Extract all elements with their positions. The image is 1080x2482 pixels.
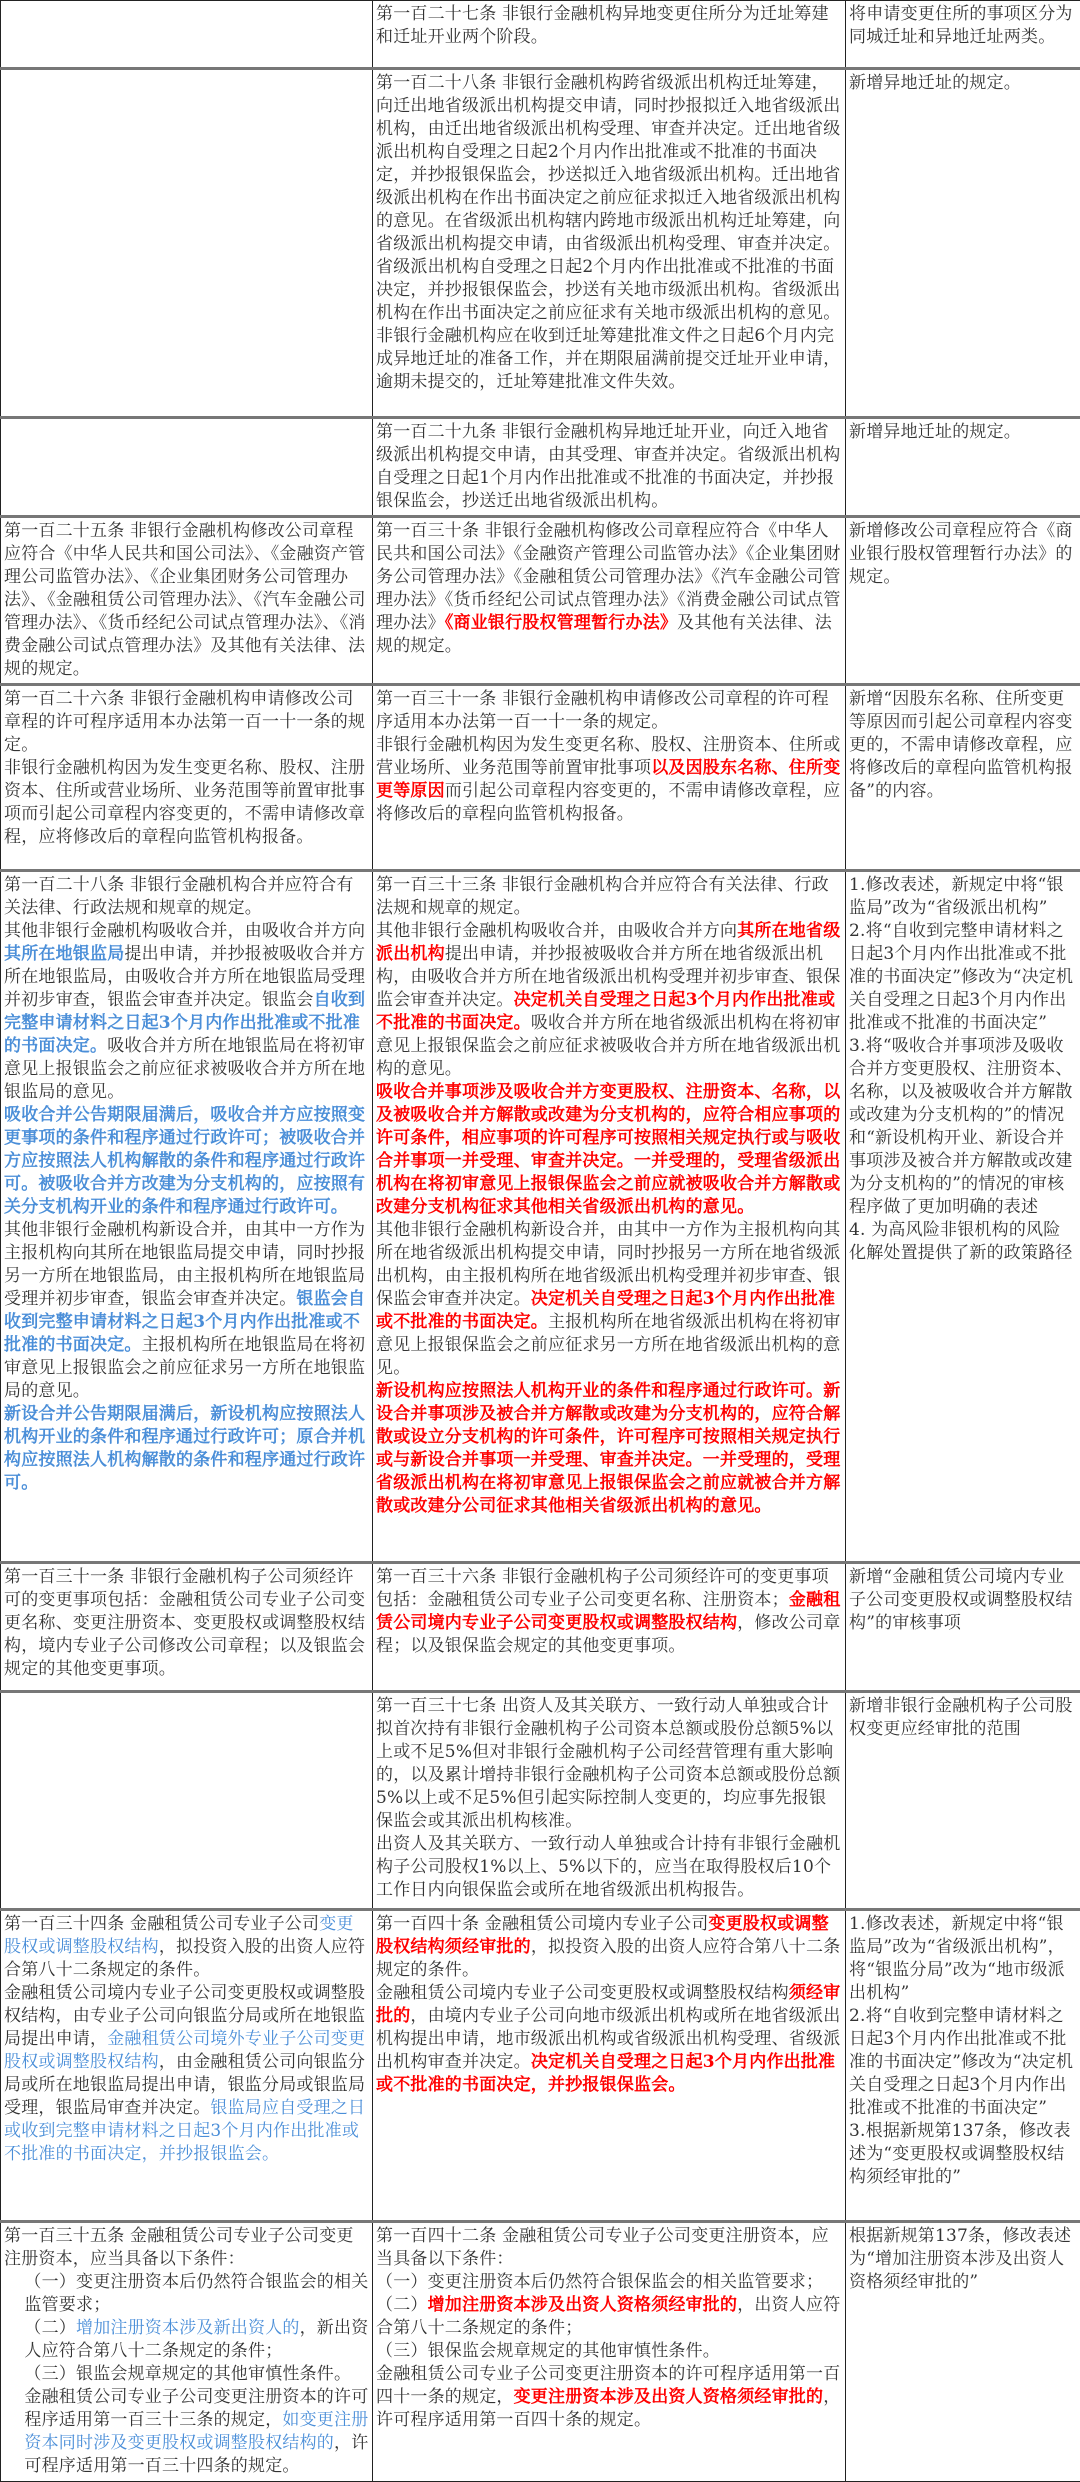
text: 主报机构所在地银监局在将初审意见上报银监会之前应征求另一方所在地银监局的意见。 — [4, 1335, 365, 1401]
paragraph — [4, 2271, 369, 2317]
paragraph — [4, 757, 369, 849]
paragraph — [376, 1833, 842, 1902]
old-provision-cell — [1, 2222, 373, 2482]
text: 将申请变更住所的事项区分为同城迁址和异地迁址两类。 — [849, 4, 1073, 47]
paragraph — [376, 3, 842, 49]
highlight-old-text: 增加注册资本涉及新出资人的 — [76, 2318, 300, 2338]
text: 根据新规第137条，修改表述为“增加注册资本涉及出资人资格须经审批的” — [849, 2226, 1071, 2292]
change-note-cell — [846, 517, 1080, 685]
text: 金融租赁公司境内专业子公司变更股权或调整股权结构 — [376, 1983, 789, 2003]
old-provision-cell — [1, 517, 373, 685]
table-row — [1, 1910, 1080, 2222]
paragraph — [849, 1035, 1077, 1219]
paragraph — [4, 2363, 369, 2386]
text: ，许可程序适用第一百四十条的规定。 — [376, 2387, 840, 2430]
text: 第一百二十五条 非银行金融机构修改公司章程应符合《中华人民共和国公司法》、《金融资产管理公司监管办法》、《企业集团财务公司管理办法》、《金融租赁公司管理办法》、《汽车金融公司管理办法》、《货币经纪公司试点管理办法》、《消费金融公司试点管理办法》及其他有关法律、法规的规定。 — [4, 521, 366, 679]
text: 而引起公司章程内容变更的，不需申请修改章程，应将修改后的章程向监管机构报备。 — [376, 781, 840, 824]
text: 新增异地迁址的规定。 — [849, 73, 1021, 93]
text: ，新出资人应符合第八十二条规定的条件； — [24, 2318, 368, 2361]
new-provision-cell — [373, 685, 846, 871]
table-row — [1, 418, 1080, 517]
table-row — [1, 2222, 1080, 2482]
text: 非银行金融机构因为发生变更名称、股权、注册资本、住所或营业场所、业务范围等前置审批事项 — [376, 735, 840, 778]
old-provision-cell — [1, 1692, 373, 1910]
paragraph — [376, 2294, 842, 2340]
text: 其他非银行金融机构新设合并，由其中一方作为主报机构向其所在地省级派出机构提交申请，同时抄报另一方所在地省级派出机构，由主报机构所在地省级派出机构受理并初步审查、银保监会审查并决定。 — [376, 1220, 840, 1309]
highlight-old-text: 银监会自收到完整申请材料之日起3个月内作出批准或不批准的书面决定。 — [4, 1289, 365, 1355]
text: 及其他有关法律、法规的规定。 — [376, 613, 832, 656]
text: ，出资人应符合第八十二条规定的条件； — [376, 2295, 840, 2338]
text: 吸收合并方所在地银监局在将初审意见上报银监会之前应征求被吸收合并方所在地银监局的意见。 — [4, 1036, 365, 1102]
text: 提出申请，并抄报被吸收合并方所在地省级派出机构，由吸收合并方所在地省级派出机构受理并初步审查、银保监会审查并决定。 — [376, 944, 840, 1010]
paragraph — [4, 688, 369, 757]
highlight-new-text: 变更股权或调整股权结构须经审批的 — [376, 1914, 829, 1957]
paragraph — [376, 1566, 842, 1658]
text: 新增非银行金融机构子公司股权变更应经审批的范围 — [849, 1696, 1073, 1739]
paragraph — [376, 2271, 842, 2294]
new-provision-cell — [373, 1563, 846, 1692]
new-provision-cell — [373, 871, 846, 1563]
paragraph — [376, 920, 842, 1081]
table-row — [1, 1563, 1080, 1692]
old-provision-cell — [1, 1563, 373, 1692]
paragraph — [376, 72, 842, 325]
text: 提出申请，并抄报被吸收合并方所在地银监局，由吸收合并方所在地银监局受理并初步审查，银监会审查并决定。银监会 — [4, 944, 365, 1010]
text: ，修改公司章程；以及银保监会规定的其他变更事项。 — [376, 1613, 840, 1656]
paragraph — [4, 2317, 369, 2363]
paragraph — [849, 2005, 1077, 2120]
paragraph — [849, 72, 1077, 95]
text: 第一百三十五条 金融租赁公司专业子公司变更注册资本，应当具备以下条件： — [4, 2226, 354, 2269]
change-note-cell — [846, 685, 1080, 871]
paragraph — [376, 520, 842, 658]
highlight-new-text: 变更注册资本涉及出资人资格须经审批的 — [514, 2387, 824, 2407]
paragraph — [376, 421, 842, 513]
paragraph — [4, 2386, 369, 2478]
paragraph — [4, 1403, 369, 1495]
old-provision-cell — [1, 1, 373, 69]
paragraph — [849, 520, 1077, 589]
change-note-cell — [846, 1563, 1080, 1692]
table-row — [1, 685, 1080, 871]
paragraph — [849, 920, 1077, 1035]
text: 吸收合并方所在地省级派出机构在将初审意见上报银保监会之前应征求被吸收合并方所在地省级派出机构的意见。 — [376, 1013, 840, 1079]
highlight-old-text: 变更股权或调整股权结构 — [4, 1914, 354, 1957]
paragraph — [376, 325, 842, 394]
highlight-new-text: 金融租赁公司境内专业子公司变更股权或调整股权结构 — [376, 1590, 840, 1633]
change-note-cell — [846, 2222, 1080, 2482]
text: 3.将“吸收合并事项涉及吸收合并方变更股权、注册资本、名称，以及被吸收合并方解散或改建为分支机构的”的情况和“新设机构开业、新设合并事项涉及被合并方解散或改建为分支机构的”的情况的审核程序做了更加明确的表述 — [849, 1036, 1073, 1217]
text: 金融租赁公司专业子公司变更注册资本的许可程序适用第一百三十三条的规定， — [24, 2387, 368, 2430]
text: 第一百三十一条 非银行金融机构子公司须经许可的变更事项包括：金融租赁公司专业子公司变更名称、变更注册资本、变更股权或调整股权结构，境内专业子公司修改公司章程；以及银监会规定的其他变更事项。 — [4, 1567, 365, 1679]
text: ，拟投资入股的出资人应符合第八十二条规定的条件。 — [376, 1937, 840, 1980]
paragraph — [4, 1913, 369, 1982]
highlight-old-text: 吸收合并公告期限届满后，吸收合并方应按照变更事项的条件和程序通过行政许可；被吸收合并方应按照法人机构解散的条件和程序通过行政许可。被吸收合并方改建为分支机构的，应按照有关分支机构开业的条件和程序通过行政许可。 — [4, 1105, 365, 1217]
paragraph — [849, 874, 1077, 920]
highlight-new-text: 决定机关自受理之日起3个月内作出批准或不批准的书面决定。 — [376, 1289, 835, 1332]
text: 其他非银行金融机构新设合并，由其中一方作为主报机构向其所在地银监局提交申请，同时抄报另一方所在地银监局，由主报机构所在地银监局受理并初步审查，银监会审查并决定。 — [4, 1220, 365, 1309]
highlight-new-text: 以及因股东名称、住所变更等原因 — [376, 758, 840, 801]
text: 第一百二十八条 非银行金融机构跨省级派出机构迁址筹建，向迁出地省级派出机构提交申请，同时抄报拟迁入地省级派出机构，由迁出地省级派出机构受理、审查并决定。迁出地省级派出机构自受理之日起2个月内作出批准或不批准的书面决定，并抄报银保监会，抄送拟迁入地省级派出机构。迁出地省级派出机构在作出书面决定之前应征求拟迁入地省级派出机构的意见。在省级派出机构辖内跨地市级派出机构迁址筹建，向省级派出机构提交申请，由省级派出机构受理、审查并决定。省级派出机构自受理之日起2个月内作出批准或不批准的书面决定，并抄报银保监会，抄送有关地市级派出机构。省级派出机构在作出书面决定之前应征求有关地市级派出机构的意见。 — [376, 73, 840, 323]
text: 第一百二十八条 非银行金融机构合并应符合有关法律、行政法规和规章的规定。 — [4, 875, 354, 918]
text: 新增“因股东名称、住所变更等原因而引起公司章程内容变更的，不需申请修改章程，应将修改后的章程向监管机构报备”的内容。 — [849, 689, 1073, 801]
change-note-cell — [846, 1692, 1080, 1910]
text: 1.修改表述，新规定中将“银监局”改为“省级派出机构”，将“银监分局”改为“地市级派出机构” — [849, 1914, 1065, 2003]
text: ，拟投资入股的出资人应符合第八十二条规定的条件。 — [4, 1937, 365, 1980]
new-provision-cell — [373, 1692, 846, 1910]
old-provision-cell — [1, 69, 373, 418]
change-note-cell — [846, 1910, 1080, 2222]
text: ，由境内专业子公司向地市级派出机构或所在地省级派出机构提出申请，地市级派出机构或省级派出机构受理、省级派出机构审查并决定。 — [376, 2006, 840, 2072]
paragraph — [4, 1219, 369, 1403]
paragraph — [849, 3, 1077, 49]
paragraph — [376, 1982, 842, 2097]
highlight-old-text: 金融租赁公司境外专业子公司变更股权或调整股权结构 — [4, 2029, 365, 2072]
new-provision-cell — [373, 418, 846, 517]
highlight-new-text: 决定机关自受理之日起3个月内作出批准或不批准的书面决定，并抄报银保监会。 — [376, 2052, 835, 2095]
highlight-new-text: 其所在地省级派出机构 — [376, 921, 840, 964]
text: 出资人及其关联方、一致行动人单独或合计持有非银行金融机构子公司股权1%以上、5%以下的，应当在取得股权后10个工作日内向银保监会或所在地省级派出机构报告。 — [376, 1834, 840, 1900]
highlight-new-text: 增加注册资本涉及出资人资格须经审批的 — [428, 2295, 738, 2315]
text: 4. 为高风险非银机构的风险化解处置提供了新的政策路径 — [849, 1220, 1073, 1263]
change-note-cell — [846, 418, 1080, 517]
highlight-old-text: 自收到完整申请材料之日起3个月内作出批准或不批准的书面决定。 — [4, 990, 365, 1056]
paragraph — [849, 1913, 1077, 2005]
paragraph — [376, 688, 842, 734]
text: 金融租赁公司境内专业子公司变更股权或调整股权结构，由专业子公司向银监分局或所在地银监局提出申请， — [4, 1983, 365, 2049]
text: 3.根据新规第137条，修改表述为“变更股权或调整股权结构须经审批的” — [849, 2121, 1071, 2187]
text: 第一百二十七条 非银行金融机构异地变更住所分为迁址筹建和迁址开业两个阶段。 — [376, 4, 829, 47]
paragraph — [849, 1566, 1077, 1635]
text: 第一百三十三条 非银行金融机构合并应符合有关法律、行政法规和规章的规定。 — [376, 875, 829, 918]
new-provision-cell — [373, 1, 846, 69]
paragraph — [376, 1219, 842, 1380]
text: 第一百四十条 金融租赁公司境内专业子公司 — [376, 1914, 708, 1934]
highlight-new-text: 新设机构应按照法人机构开业的条件和程序通过行政许可。新设合并事项涉及被合并方解散或改建为分支机构的，应符合解散或设立分支机构的许可条件，许可程序可按照相关规定执行或与新设合并事项一并受理、审查并决定。一并受理的，受理省级派出机构在将初审意见上报银保监会之前应就被合并方解散或改建分公司征求其他相关省级派出机构的意见。 — [376, 1381, 840, 1516]
paragraph — [849, 2225, 1077, 2294]
paragraph — [376, 1695, 842, 1833]
table-row — [1, 69, 1080, 418]
new-provision-cell — [373, 517, 846, 685]
highlight-old-text: 新设合并公告期限届满后，新设机构应按照法人机构开业的条件和程序通过行政许可；原合并机构应按照法人机构解散的条件和程序通过行政许可。 — [4, 1404, 365, 1493]
paragraph — [376, 874, 842, 920]
text: 第一百三十六条 非银行金融机构子公司须经许可的变更事项包括：金融租赁公司专业子公司变更名称、注册资本； — [376, 1567, 829, 1610]
highlight-old-text: 如变更注册资本同时涉及变更股权或调整股权结构的 — [24, 2410, 368, 2453]
old-provision-cell — [1, 418, 373, 517]
paragraph — [849, 421, 1077, 444]
paragraph — [4, 920, 369, 1104]
highlight-old-text: 银监局应自受理之日或收到完整申请材料之日起3个月内作出批准或不批准的书面决定，并抄报银监会。 — [4, 2098, 365, 2164]
highlight-new-text: 吸收合并事项涉及吸收合并方变更股权、注册资本、名称，以及被吸收合并方解散或改建为分支机构的，应符合相应事项的许可条件，相应事项的许可程序可按照相关规定执行或与吸收合并事项一并受理、审查并决定。一并受理的，受理省级派出机构在将初审意见上报银保监会之前应就被吸收合并方解散或改建分支机构征求其他相关省级派出机构的意见。 — [376, 1082, 840, 1217]
highlight-new-text: 须经审批的 — [376, 1983, 840, 2026]
old-provision-cell — [1, 871, 373, 1563]
paragraph — [849, 2120, 1077, 2189]
text: 2.将“自收到完整申请材料之日起3个月内作出批准或不批准的书面决定”修改为“决定机关自受理之日起3个月内作出批准或不批准的书面决定” — [849, 921, 1073, 1033]
text: （二） — [24, 2318, 76, 2338]
text: 2.将“自收到完整申请材料之日起3个月内作出批准或不批准的书面决定”修改为“决定机关自受理之日起3个月内作出批准或不批准的书面决定” — [849, 2006, 1073, 2118]
text: 第一百二十九条 非银行金融机构异地迁址开业，向迁入地省级派出机构提交申请，由其受理、审查并决定。省级派出机构自受理之日起1个月内作出批准或不批准的书面决定，并抄报银保监会，抄送迁出地省级派出机构。 — [376, 422, 840, 511]
paragraph — [376, 2363, 842, 2432]
change-note-cell — [846, 1, 1080, 69]
new-provision-cell — [373, 69, 846, 418]
paragraph — [4, 1104, 369, 1219]
text: （一）变更注册资本后仍然符合银保监会的相关监管要求； — [376, 2272, 823, 2292]
table-row — [1, 871, 1080, 1563]
text: 第一百二十六条 非银行金融机构申请修改公司章程的许可程序适用本办法第一百一十一条的规定。 — [4, 689, 365, 755]
text: 新增异地迁址的规定。 — [849, 422, 1021, 442]
text: 第一百三十四条 金融租赁公司专业子公司 — [4, 1914, 319, 1934]
text: （三）银保监会规章规定的其他审慎性条件。 — [376, 2341, 720, 2361]
text: 第一百三十一条 非银行金融机构申请修改公司章程的许可程序适用本办法第一百一十一条的规定。 — [376, 689, 829, 732]
highlight-old-text: 其所在地银监局 — [4, 944, 124, 964]
table-row — [1, 1692, 1080, 1910]
new-provision-cell — [373, 2222, 846, 2482]
paragraph — [376, 2340, 842, 2363]
paragraph — [376, 1913, 842, 1982]
text: 第一百三十条 非银行金融机构修改公司章程应符合《中华人民共和国公司法》《金融资产管理公司监管办法》《企业集团财务公司管理办法》《金融租赁公司管理办法》《汽车金融公司管理办法》《货币经纪公司试点管理办法》《消费金融公司试点管理办法》 — [376, 521, 841, 633]
highlight-new-text: 《商业银行股权管理暂行办法》 — [445, 613, 677, 633]
highlight-new-text: 决定机关自受理之日起3个月内作出批准或不批准的书面决定。 — [376, 990, 835, 1033]
paragraph — [849, 1219, 1077, 1265]
paragraph — [4, 1566, 369, 1681]
text: （一）变更注册资本后仍然符合银监会的相关监管要求； — [24, 2272, 368, 2315]
paragraph — [4, 2225, 369, 2271]
text: ，由金融租赁公司向银监分局或所在地银监局提出申请，银监分局或银监局受理，银监局审查并决定。 — [4, 2052, 365, 2118]
text: 其他非银行金融机构吸收合并，由吸收合并方向 — [4, 921, 365, 941]
table-row — [1, 1, 1080, 69]
paragraph — [376, 2225, 842, 2271]
text: 新增修改公司章程应符合《商业银行股权管理暂行办法》的规定。 — [849, 521, 1073, 587]
text: 其他非银行金融机构吸收合并，由吸收合并方向 — [376, 921, 737, 941]
old-provision-cell — [1, 685, 373, 871]
text: 第一百三十七条 出资人及其关联方、一致行动人单独或合计拟首次持有非银行金融机构子公司资本总额或股份总额5%以上或不足5%但对非银行金融机构子公司经营管理有重大影响的，以及累计增持非银行金融机构子公司资本总额或股份总额5%以上或不足5%但引起实际控制人变更的，均应事先报银保监会或其派出机构核准。 — [376, 1696, 840, 1831]
text: ，许可程序适用第一百三十四条的规定。 — [24, 2433, 368, 2476]
old-provision-cell — [1, 1910, 373, 2222]
text: 非银行金融机构因为发生变更名称、股权、注册资本、住所或营业场所、业务范围等前置审批事项而引起公司章程内容变更的，不需申请修改章程，应将修改后的章程向监管机构报备。 — [4, 758, 365, 847]
change-note-cell — [846, 69, 1080, 418]
paragraph — [4, 874, 369, 920]
table-body — [1, 1, 1080, 2482]
text: 第一百四十二条 金融租赁公司专业子公司变更注册资本，应当具备以下条件： — [376, 2226, 829, 2269]
paragraph — [4, 520, 369, 681]
table-row — [1, 517, 1080, 685]
change-note-cell — [846, 871, 1080, 1563]
paragraph — [4, 1982, 369, 2166]
new-provision-cell — [373, 1910, 846, 2222]
text: （二） — [376, 2295, 428, 2315]
text: 金融租赁公司专业子公司变更注册资本的许可程序适用第一百四十一条的规定， — [376, 2364, 840, 2407]
paragraph — [849, 688, 1077, 803]
text: 新增“金融租赁公司境内专业子公司变更股权或调整股权结构”的审核事项 — [849, 1567, 1073, 1633]
text: 主报机构所在地省级派出机构在将初审意见上报银保监会之前应征求另一方所在地省级派出机构的意见。 — [376, 1312, 840, 1378]
paragraph — [376, 734, 842, 826]
text: （三）银监会规章规定的其他审慎性条件。 — [24, 2364, 351, 2384]
text: 1.修改表述，新规定中将“银监局”改为“省级派出机构” — [849, 875, 1064, 918]
text: 非银行金融机构应在收到迁址筹建批准文件之日起6个月内完成异地迁址的准备工作，并在期限届满前提交迁址开业申请，逾期未提交的，迁址筹建批准文件失效。 — [376, 326, 840, 392]
paragraph — [376, 1380, 842, 1518]
paragraph — [849, 1695, 1077, 1741]
paragraph — [376, 1081, 842, 1219]
